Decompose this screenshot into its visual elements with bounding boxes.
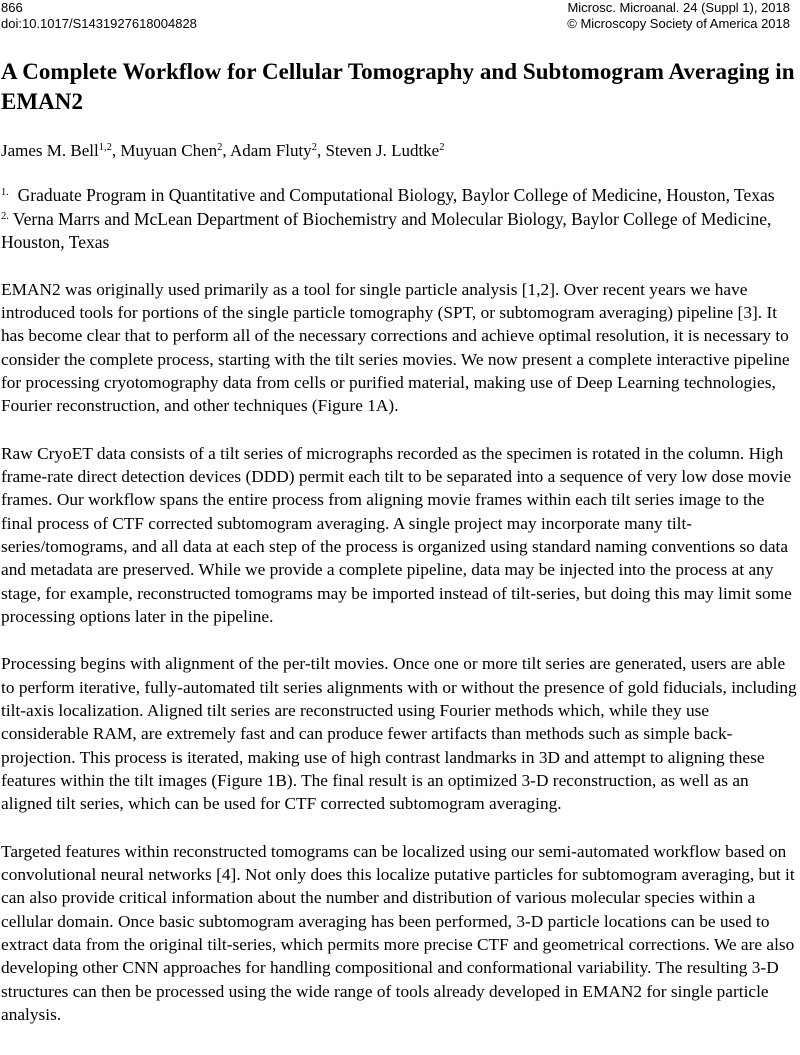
affiliation-1 [1,184,797,208]
body-paragraph-4: Targeted features within reconstructed tomograms can be localized using our semi-automated workflow based on convolutional neural networks [4]. Not only does this localize putative particles for subtomogram averaging, but it can also provide critical information about the number and distribution of various molecular species within a cellular domain. Once basic subtomogram averaging has been performed, 3-D particle locations can be used to extract data from the original tilt-series, which permits more precise CTF and geometrical corrections. We are also developing other CNN approaches for handling compositional and conformational variability. The resulting 3-D structures can then be processed using the wide range of tools already developed in EMAN2 for single particle analysis. [1,841,795,1025]
author-affiliation-marker: 2 [311,142,317,153]
body-paragraph-1: EMAN2 was originally used primarily as a tool for single particle analysis [1,2]. Over recent years we have introduced tools for portions of the single particle tomography (SPT, or subtomogram averaging) pipeline [3]. It has become clear that to perform all of the necessary corrections and achieve optimal resolution, it is necessary to consider the complete process, starting with the tilt series movies. We now present a complete interactive pipeline for processing cryotomography data from cells or purified material, making use of Deep Learning technologies, Fourier reconstruction, and other techniques (Figure 1A). [1,279,790,416]
page-number: 866 [1,0,23,15]
affiliation-2 [1,208,797,255]
article [1,57,797,1050]
article-title: A Complete Workflow for Cellular Tomography and Subtomogram Averaging in EMAN2 [1,59,795,114]
article-body [1,278,797,1027]
author [1,141,120,160]
header-right [567,0,790,31]
body-paragraph-2: Raw CryoET data consists of a tilt series of micrographs recorded as the specimen is rotated in the column. High frame-rate direct detection devices (DDD) permit each tilt to be separated into a sequence of very low dose movie frames. Our workflow spans the entire process from aligning movie frames within each tilt series image to the final process of CTF corrected subtomogram averaging. A single project may incorporate many tilt-series/tomograms, and all data at each step of the process is organized using standard naming conventions so data and metadata are preserved. While we provide a complete pipeline, data may be injected into the process at any stage, for example, reconstructed tomograms may be imported instead of tilt-series, but doing this may limit some processing options later in the pipeline. [1,443,792,626]
affiliation-text: Graduate Program in Quantitative and Computational Biology, Baylor College of Medicine, Houston, Texas [8,185,775,205]
body-paragraph-3: Processing begins with alignment of the per-tilt movies. Once one or more tilt series are generated, users are able to perform iterative, fully-automated tilt series alignments with or without the presence of gold fiducials, including tilt-axis localization. Aligned tilt series are reconstructed using Fourier methods which, while they use considerable RAM, are extremely fast and can produce fewer artifacts than methods such as simple back-projection. This process is iterated, making use of high contrast landmarks in 3D and attempt to aligning these features within the tilt images (Figure 1B). The final result is an optimized 3-D reconstruction, as well as an aligned tilt series, which can be used for CTF corrected subtomogram averaging. [1,654,797,814]
author-separator: , [222,141,230,160]
author-name: Muyuan Chen [120,141,218,160]
affiliation-text: Verna Marrs and McLean Department of Biochemistry and Molecular Biology, Baylor College of Medicine, Houston, Texas [1,208,776,252]
author [325,141,444,160]
author [120,141,230,160]
author-list [1,140,797,162]
author-affiliation-marker: 2 [217,142,223,153]
affiliation-marker: 1. [1,187,9,198]
journal-citation: Microsc. Microanal. 24 (Suppl 1), 2018 [567,0,790,15]
author-name: Adam Fluty [229,141,312,160]
affiliation-marker: 2. [1,210,9,222]
affiliations [1,184,797,255]
copyright: © Microscopy Society of America 2018 [567,15,790,31]
author [230,141,325,160]
author-affiliation-marker: 1,2 [98,142,112,153]
author-separator: , [316,141,326,160]
doi: doi:10.1017/S1431927618004828 [1,15,197,31]
header-left [1,0,197,31]
author-name: James M. Bell [1,141,99,160]
page-header [0,0,800,32]
author-separator: , [111,141,121,160]
author-affiliation-marker: 2 [439,142,445,153]
author-name: Steven J. Ludtke [325,141,440,160]
